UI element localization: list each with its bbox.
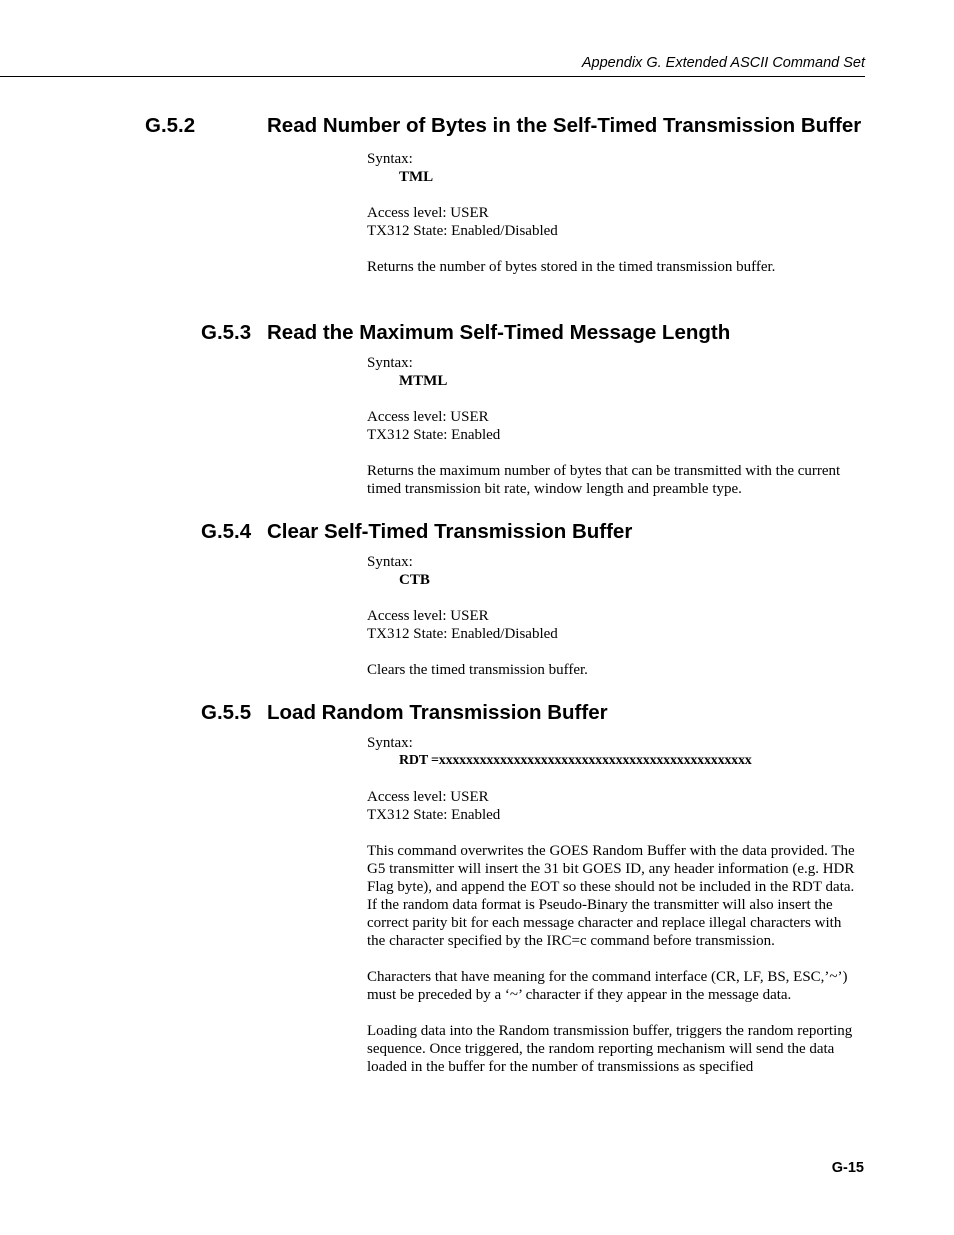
running-header-title: Appendix G. Extended ASCII Command Set [581,55,865,71]
access-level: Access level: USER [367,205,489,221]
section-body [367,354,862,498]
section-body [367,150,862,276]
section-heading [0,700,954,726]
tx312-state: TX312 State: Enabled/Disabled [367,626,558,642]
section-g-5-4 [0,519,954,679]
syntax-label: Syntax: [367,735,413,751]
section-number: G.5.2 [145,114,196,137]
access-level: Access level: USER [367,409,489,425]
description-paragraph: Characters that have meaning for the command interface (CR, LF, BS, ESC,’~’) must be preceded by a ‘~’ character if they appear in the message data. [367,969,848,1003]
description-paragraph: Clears the timed transmission buffer. [367,662,588,678]
section-body [367,553,862,679]
section-title: Clear Self-Timed Transmission Buffer [267,520,633,543]
command-syntax: RDT =xxxxxxxxxxxxxxxxxxxxxxxxxxxxxxxxxxxxxxxxxxxxxx [399,753,752,768]
tx312-state: TX312 State: Enabled [367,427,501,443]
syntax-label: Syntax: [367,151,413,167]
syntax-label: Syntax: [367,554,413,570]
description-paragraph: This command overwrites the GOES Random Buffer with the data provided. The G5 transmitter will insert the 31 bit GOES ID, any header information (e.g. HDR Flag byte), and append the EOT so these should not be included in the RDT data. If the random data format is Pseudo-Binary the transmitter will also insert the correct parity bit for each message character and replace illegal characters with the character specified by the IRC=c command before transmission. [367,843,855,949]
access-level: Access level: USER [367,789,489,805]
running-header [0,55,865,77]
section-g-5-3 [0,320,954,498]
syntax-label: Syntax: [367,355,413,371]
tx312-state: TX312 State: Enabled [367,807,501,823]
section-heading [0,320,954,346]
section-g-5-5 [0,700,954,1076]
section-title: Load Random Transmission Buffer [267,701,608,724]
page-number: G-15 [831,1160,864,1176]
description-paragraph: Returns the maximum number of bytes that can be transmitted with the current timed transmission bit rate, window length and preamble type. [367,463,841,497]
command-syntax: MTML [399,373,448,389]
section-number: G.5.4 [201,520,252,543]
section-title: Read the Maximum Self-Timed Message Length [267,321,731,344]
tx312-state: TX312 State: Enabled/Disabled [367,223,558,239]
access-level: Access level: USER [367,608,489,624]
description-paragraph: Loading data into the Random transmission buffer, triggers the random reporting sequence. Once triggered, the random reporting mechanism will send the data loaded in the buffer for the number of transmissions as specified [367,1023,853,1075]
section-g-5-2 [0,113,954,276]
section-number: G.5.5 [201,701,252,724]
section-heading [0,113,954,139]
section-number: G.5.3 [201,321,252,344]
section-title: Read Number of Bytes in the Self-Timed Transmission Buffer [267,114,862,137]
description-paragraph: Returns the number of bytes stored in the timed transmission buffer. [367,259,776,275]
command-syntax: TML [399,169,434,185]
command-syntax: CTB [399,572,430,588]
section-body [367,734,862,1076]
section-heading [0,519,954,545]
